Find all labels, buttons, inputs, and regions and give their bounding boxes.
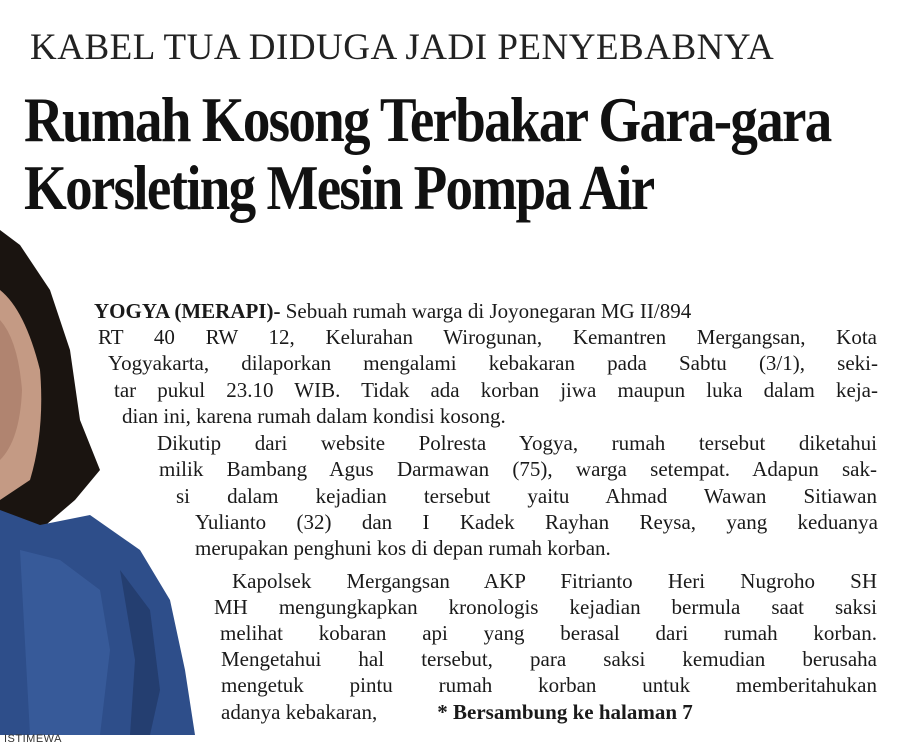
continuation-note: * Bersambung ke halaman 7 <box>437 700 693 724</box>
body-line-15: mengetuk pintu rumah korban untuk memberitahukan <box>221 673 877 697</box>
body-line-16: adanya kebakaran, <box>221 700 378 724</box>
photo-caption: ISTIMEWA <box>4 733 62 745</box>
body-line-1: Sebuah rumah warga di Joyonegaran MG II/894 <box>280 299 692 323</box>
kicker: KABEL TUA DIDUGA JADI PENYEBABNYA <box>30 27 775 68</box>
body-line-6: Dikutip dari website Polresta Yogya, rumah tersebut diketahui <box>157 431 877 455</box>
body-line-3: Yogyakarta, dilaporkan mengalami kebakaran pada Sabtu (3/1), seki- <box>108 351 878 375</box>
headline-line-1: Rumah Kosong Terbakar Gara-gara <box>24 84 831 155</box>
headline <box>24 86 831 222</box>
body-line-4: tar pukul 23.10 WIB. Tidak ada korban jiwa maupun luka dalam keja- <box>114 378 878 402</box>
body-line-2: RT 40 RW 12, Kelurahan Wirogunan, Kemantren Mergangsan, Kota <box>98 325 877 349</box>
body-line-9: Yulianto (32) dan I Kadek Rayhan Reysa, yang keduanya <box>195 510 878 534</box>
body-line-14: Mengetahui hal tersebut, para saksi kemudian berusaha <box>221 647 877 671</box>
body-line-5: dian ini, karena rumah dalam kondisi kosong. <box>122 404 506 428</box>
body-line-8: si dalam kejadian tersebut yaitu Ahmad Wawan Sitiawan <box>176 484 877 508</box>
headline-line-2: Korsleting Mesin Pompa Air <box>24 152 654 223</box>
body-line-10: merupakan penghuni kos di depan rumah korban. <box>195 536 611 560</box>
body-line-12: MH mengungkapkan kronologis kejadian bermula saat saksi <box>214 595 877 619</box>
dateline: YOGYA (MERAPI)- <box>94 299 281 323</box>
body-line-11: Kapolsek Mergangsan AKP Fitrianto Heri Nugroho SH <box>232 569 877 593</box>
body-line-7: milik Bambang Agus Darmawan (75), warga setempat. Adapun sak- <box>159 457 877 481</box>
body-line-13: melihat kobaran api yang berasal dari rumah korban. <box>220 621 877 645</box>
